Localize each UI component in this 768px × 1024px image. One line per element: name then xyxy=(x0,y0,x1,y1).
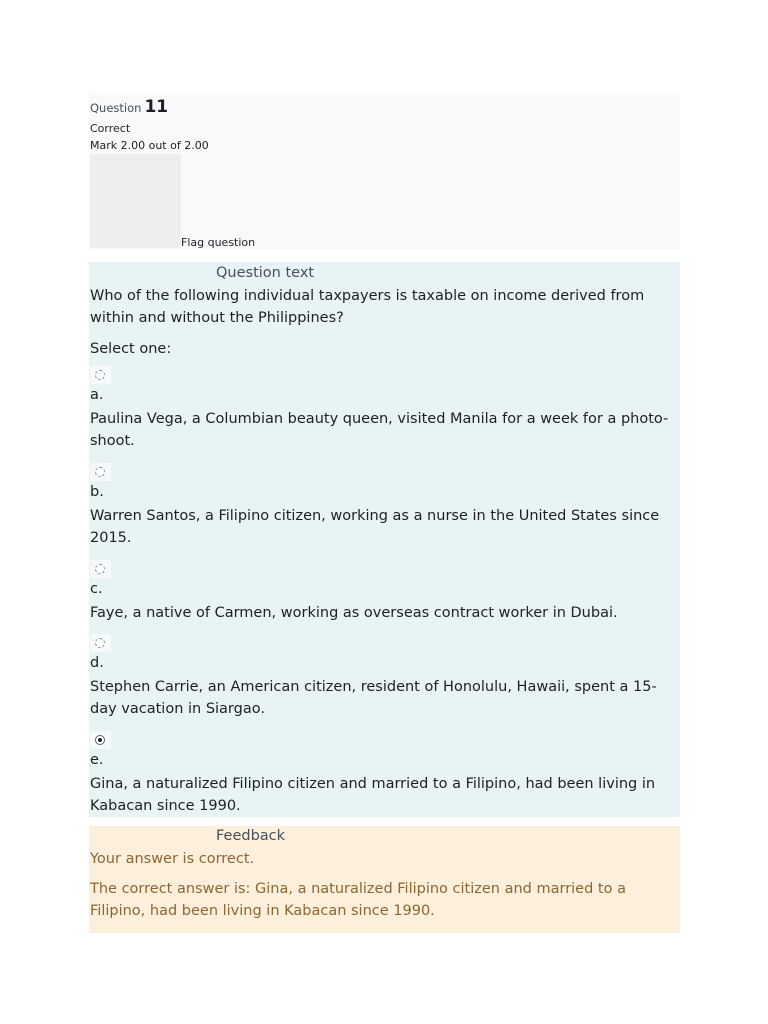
question-formulation xyxy=(89,262,680,817)
radio-button-e-selected[interactable] xyxy=(95,735,105,745)
right-answer: The correct answer is: Gina, a naturalized Filipino citizen and married to a Filipino, had been living in Kabacan since 1990. xyxy=(90,881,626,919)
radio-button-b[interactable] xyxy=(95,467,105,477)
question-number-value: 11 xyxy=(144,97,169,117)
radio-wrap xyxy=(90,463,111,481)
question-number xyxy=(90,97,168,117)
option-letter: d. xyxy=(90,655,104,671)
option-letter: e. xyxy=(90,752,104,768)
question-feedback xyxy=(89,826,680,933)
radio-wrap xyxy=(90,560,111,578)
radio-button-c[interactable] xyxy=(95,564,105,574)
flag-icon[interactable] xyxy=(90,154,181,248)
question-state: Correct xyxy=(90,122,131,135)
radio-wrap xyxy=(90,731,111,749)
flag-question-link[interactable]: Flag question xyxy=(181,236,256,249)
option-text[interactable]: Paulina Vega, a Columbian beauty queen, visited Manila for a week for a photo-shoot. xyxy=(90,411,669,449)
option-text[interactable]: Stephen Carrie, an American citizen, resident of Honolulu, Hawaii, spent a 15-day vacation in Siargao. xyxy=(90,679,657,717)
option-text[interactable]: Faye, a native of Carmen, working as overseas contract worker in Dubai. xyxy=(90,605,618,621)
specific-feedback: Your answer is correct. xyxy=(90,851,255,867)
radio-button-d[interactable] xyxy=(95,638,105,648)
select-one-prompt: Select one: xyxy=(90,341,172,357)
feedback-heading: Feedback xyxy=(216,828,286,844)
option-text[interactable]: Gina, a naturalized Filipino citizen and married to a Filipino, had been living in Kabacan since 1990. xyxy=(90,776,656,814)
radio-button-a[interactable] xyxy=(95,370,105,380)
question-text-heading: Question text xyxy=(216,265,315,281)
option-letter: c. xyxy=(90,581,103,597)
question-text: Who of the following individual taxpayers is taxable on income derived from within and without the Philippines? xyxy=(90,288,645,326)
question-label: Question xyxy=(90,101,142,115)
question-info xyxy=(89,93,680,250)
radio-wrap xyxy=(90,634,111,652)
option-letter: a. xyxy=(90,387,104,403)
radio-wrap xyxy=(90,366,111,384)
option-letter: b. xyxy=(90,484,104,500)
question-grade: Mark 2.00 out of 2.00 xyxy=(90,139,209,152)
option-text[interactable]: Warren Santos, a Filipino citizen, working as a nurse in the United States since 2015. xyxy=(90,508,660,546)
